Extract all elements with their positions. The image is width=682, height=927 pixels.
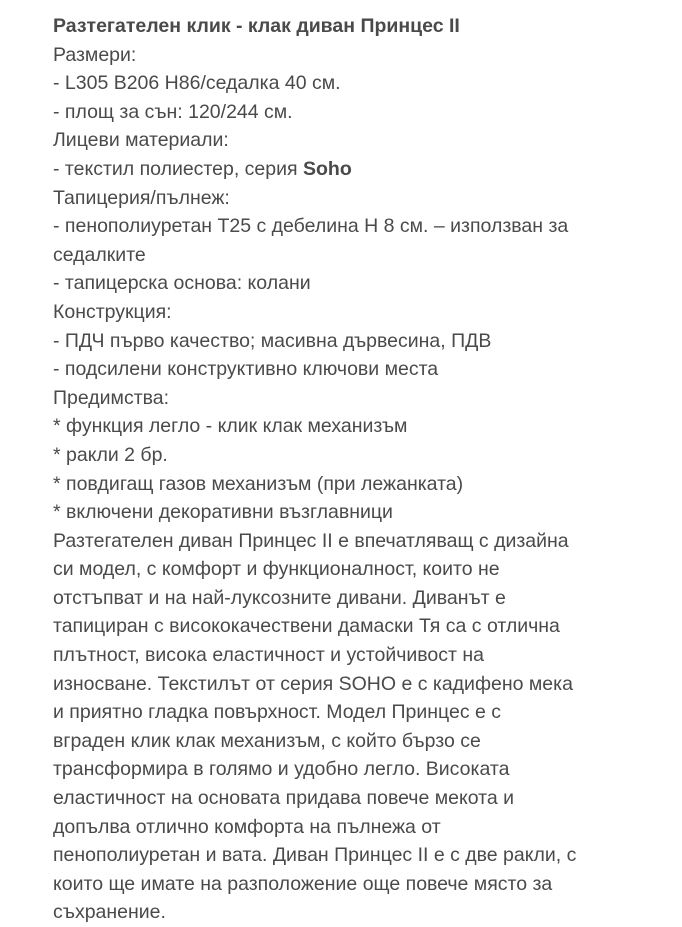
description-line: вграден клик клак механизъм, с който бързо се bbox=[53, 729, 481, 752]
description-line: плътност, висока еластичност и устойчивост на bbox=[53, 644, 484, 667]
description-paragraph bbox=[53, 527, 668, 927]
description-line: допълва отлично комфорта на пълнежа от bbox=[53, 815, 441, 838]
description-line: трансформира в голямо и удобно легло. Високата bbox=[53, 758, 510, 781]
product-title: Разтегателен клик - клак диван Принцес II bbox=[53, 15, 460, 37]
dimensions-heading: Размери: bbox=[53, 43, 137, 66]
advantages-item: * ракли 2 бр. bbox=[53, 443, 168, 466]
construction-heading: Конструкция: bbox=[53, 300, 172, 323]
construction-item: - подсилени конструктивно ключови места bbox=[53, 358, 439, 381]
description-line: пенополиуретан и вата. Диван Принцес II е с две ракли, с bbox=[53, 844, 577, 867]
advantages-heading: Предимства: bbox=[53, 386, 170, 409]
construction-item: - ПДЧ първо качество; масивна дървесина, ПДВ bbox=[53, 329, 492, 352]
description-line: тапициран с висококачествени дамаски Тя са с отлична bbox=[53, 615, 560, 638]
description-line: съхранение. bbox=[53, 901, 166, 924]
advantages-item: * повдигащ газов механизъм (при лежанката) bbox=[53, 472, 464, 495]
dimensions-item: - площ за сън: 120/244 см. bbox=[53, 100, 293, 123]
materials-item bbox=[53, 155, 668, 184]
upholstery-item: - тапицерска основа: колани bbox=[53, 272, 311, 295]
description-line: Разтегателен диван Принцес II е впечатляващ с дизайна bbox=[53, 529, 569, 552]
upholstery-heading: Тапицерия/пълнеж: bbox=[53, 186, 230, 209]
materials-heading: Лицеви материали: bbox=[53, 129, 229, 152]
materials-series-name: Soho bbox=[302, 157, 352, 180]
description-line: еластичност на основата придава повече мекота и bbox=[53, 787, 515, 810]
upholstery-item: - пенополиуретан Т25 с дебелина Н 8 см. – използван за bbox=[53, 215, 569, 238]
dimensions-item: - L305 B206 H86/седалка 40 см. bbox=[53, 72, 341, 95]
description-line: износване. Текстилът от серия SOHO е с кадифено мека bbox=[53, 672, 573, 695]
description-line: отстъпват и на най-луксозните дивани. Диванът е bbox=[53, 586, 506, 609]
materials-item-text: - текстил полиестер, серия bbox=[53, 157, 303, 180]
upholstery-item: седалките bbox=[53, 243, 146, 266]
advantages-item: * функция легло - клик клак механизъм bbox=[53, 415, 408, 438]
description-line: които ще имате на разположение още повече място за bbox=[53, 872, 553, 895]
description-line: и приятно гладка повърхност. Модел Принцес е с bbox=[53, 701, 502, 724]
description-line: си модел, с комфорт и функционалност, които не bbox=[53, 558, 500, 581]
advantages-item: * включени декоративни възглавници bbox=[53, 501, 393, 524]
